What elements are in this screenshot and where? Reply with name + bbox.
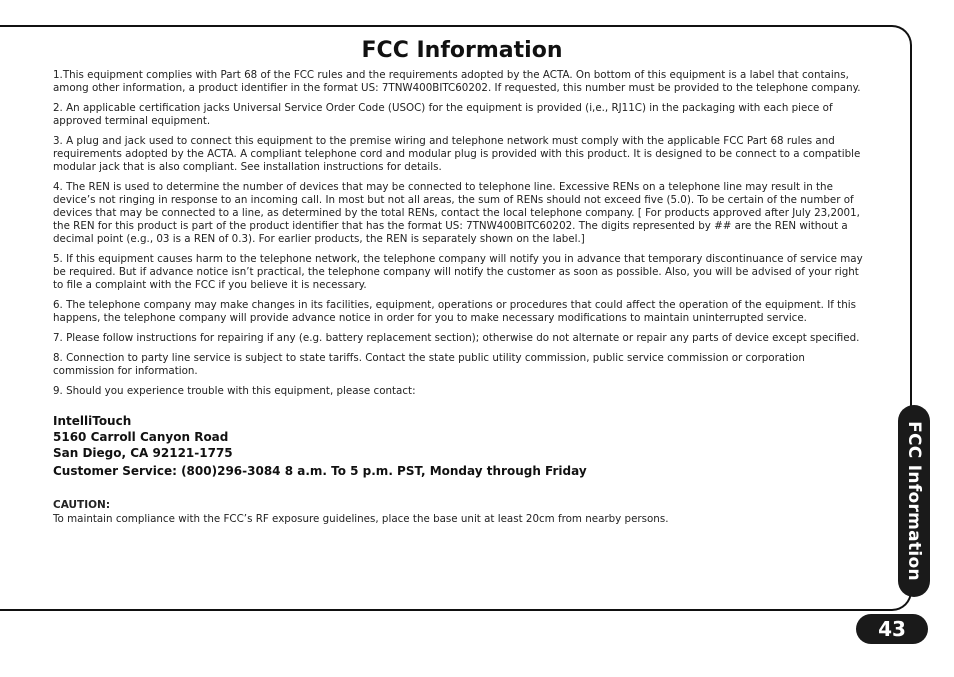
city-state-zip: San Diego, CA 92121-1775 xyxy=(53,446,233,460)
contact-address xyxy=(53,413,869,461)
page-number: 43 xyxy=(856,614,928,644)
section-side-tab xyxy=(898,405,930,597)
caution-text: To maintain compliance with the FCC’s RF exposure guidelines, place the base unit at least 20cm from nearby persons. xyxy=(53,513,669,525)
paragraph-2: 2. An applicable certification jacks Universal Service Order Code (USOC) for the equipment is provided (i,e., RJ11C) in the packaging with each piece of approved terminal equipment. xyxy=(53,102,833,127)
side-tab-label: FCC Information xyxy=(904,421,924,581)
street-address: 5160 Carroll Canyon Road xyxy=(53,430,229,444)
paragraph-5: 5. If this equipment causes harm to the telephone network, the telephone company will notify you in advance that temporary discontinuance of service may be required. But if advance notice isn’t practical, the telephone company will notify the customer as soon as possible. Also, you will be advised of your right to file a complaint with the FCC if you believe it is necessary. xyxy=(53,253,863,291)
paragraph-7: 7. Please follow instructions for repairing if any (e.g. battery replacement section); otherwise do not alternate or repair any parts of device except specified. xyxy=(53,332,860,344)
paragraph-8: 8. Connection to party line service is subject to state tariffs. Contact the state public utility commission, public service commission or corporation commission for information. xyxy=(53,352,805,377)
paragraph-9: 9. Should you experience trouble with this equipment, please contact: xyxy=(53,385,416,397)
fcc-body xyxy=(53,69,869,526)
paragraph-4: 4. The REN is used to determine the number of devices that may be connected to telephone line. Excessive RENs on a telephone line may result in the device’s not ringing in response to an incoming call. In most but not all areas, the sum of RENs should not exceed five (5.0). To be certain of the number of devices that may be connected to a line, as determined by the total RENs, contact the local telephone company. [ For products approved after July 23,2001, the REN for this product is part of the product identifier that has the format US: 7TNW400BITC60202. The digits represented by ## are the REN without a decimal point (e.g., 03 is a REN of 0.3). For earlier products, the REN is separately shown on the label.] xyxy=(53,181,860,245)
customer-service: Customer Service: (800)296-3084 8 a.m. To 5 p.m. PST, Monday through Friday xyxy=(53,464,587,478)
page-title: FCC Information xyxy=(361,38,563,63)
paragraph-3: 3. A plug and jack used to connect this equipment to the premise wiring and telephone network must comply with the applicable FCC Part 68 rules and requirements adopted by the ACTA. A compliant telephone cord and modular plug is provided with this product. It is designed to be connect to a compatible modular jack that is also compliant. See installation instructions for details. xyxy=(53,135,861,173)
paragraph-1: 1.This equipment complies with Part 68 of the FCC rules and the requirements adopted by the ACTA. On bottom of this equipment is a label that contains, among other information, a product identifier in the format US: 7TNW400BITC60202. If requested, this number must be provided to the telephone company. xyxy=(53,69,861,94)
paragraph-6: 6. The telephone company may make changes in its facilities, equipment, operations or procedures that could affect the operation of the equipment. If this happens, the telephone company will provide advance notice in order for you to make necessary modifications to maintain uninterrupted service. xyxy=(53,299,856,324)
caution-heading: CAUTION: xyxy=(53,499,111,511)
company-name: IntelliTouch xyxy=(53,414,132,428)
